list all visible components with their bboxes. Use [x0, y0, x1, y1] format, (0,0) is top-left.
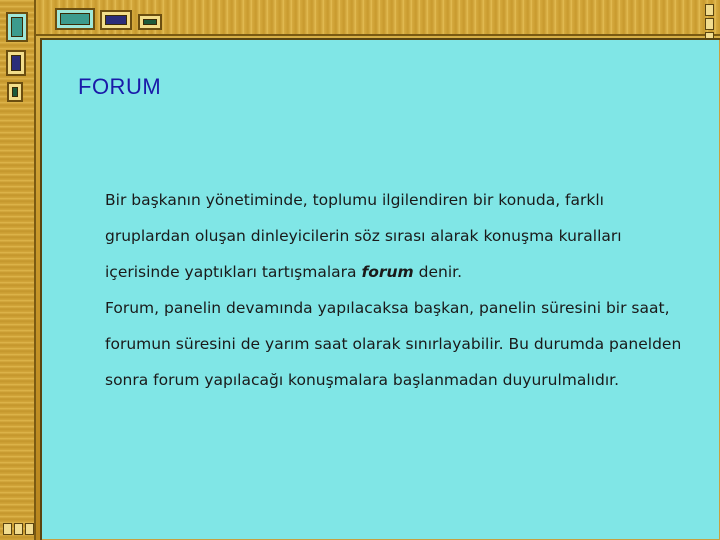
- slide-nav-buttons: [3, 523, 34, 535]
- frame-gem-icon: [6, 12, 28, 42]
- ornament-icon: [705, 18, 714, 30]
- paragraph-definition-end: denir.: [413, 263, 462, 281]
- frame-gem-icon: [100, 10, 132, 30]
- paragraph-definition: [105, 182, 685, 290]
- frame-gem-icon: [7, 82, 23, 102]
- frame-gem-icon: [55, 8, 95, 30]
- emphasis-term: forum: [361, 263, 414, 281]
- ornament-icon: [705, 4, 714, 16]
- nav-button-icon[interactable]: [14, 523, 23, 535]
- nav-button-icon[interactable]: [3, 523, 12, 535]
- paragraph-definition-text: Bir başkanın yönetiminde, toplumu ilgilendiren bir konuda, farklı gruplardan oluşan dinleyicilerin söz sırası alarak konuşma kuralları içerisinde yaptıkları tartışmalara: [105, 191, 622, 281]
- paragraph-details: Forum, panelin devamında yapılacaksa başkan, panelin süresini bir saat, forumun süresini de yarım saat olarak sınırlayabilir. Bu durumda panelden sonra forum yapılacağı konuşmalara başlanmadan duyurulmalıdır.: [105, 299, 682, 389]
- nav-button-icon[interactable]: [25, 523, 34, 535]
- left-frame-border: [0, 0, 36, 540]
- frame-gem-icon: [6, 50, 26, 76]
- frame-gem-icon: [138, 14, 162, 30]
- slide-title: FORUM: [78, 74, 162, 99]
